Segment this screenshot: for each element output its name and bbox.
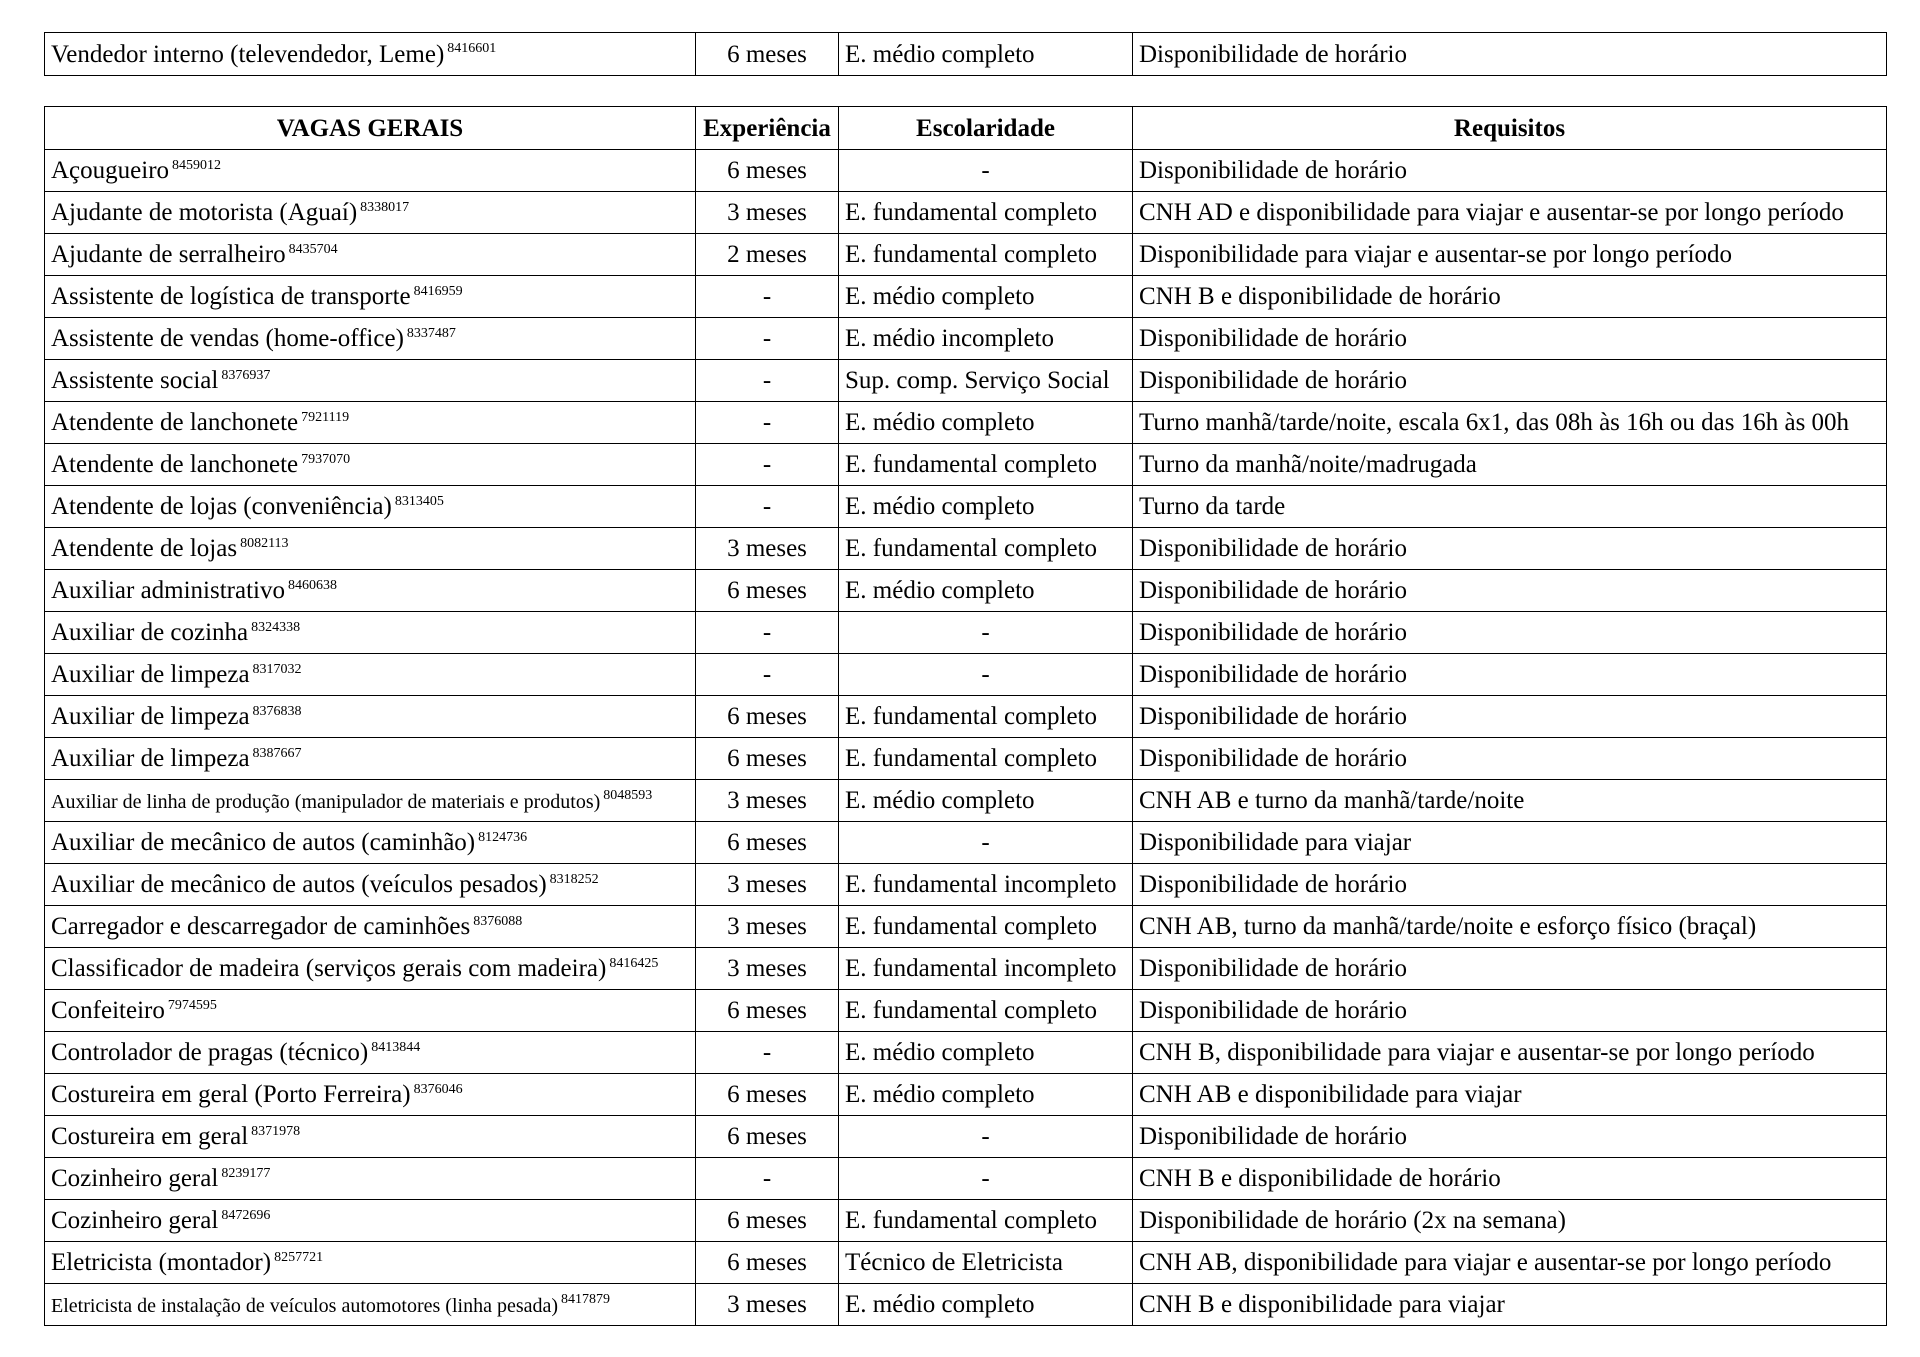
job-code: 8317032 [252, 661, 302, 677]
education-cell: E. fundamental incompleto [839, 948, 1133, 990]
header-experiencia: Experiência [696, 107, 839, 150]
education-cell: Sup. comp. Serviço Social [839, 360, 1133, 402]
education-cell: E. médio completo [839, 1284, 1133, 1326]
education-cell: E. médio completo [839, 1032, 1133, 1074]
requirements-cell: Disponibilidade de horário [1133, 33, 1887, 76]
experience-cell: 3 meses [696, 528, 839, 570]
header-requisitos: Requisitos [1133, 107, 1887, 150]
table-row [45, 864, 1887, 906]
job-title-cell [45, 33, 696, 76]
requirements-cell: Disponibilidade de horário [1133, 150, 1887, 192]
table-row [45, 1074, 1887, 1116]
education-cell: E. fundamental completo [839, 906, 1133, 948]
job-title-cell [45, 822, 696, 864]
job-title: Assistente de vendas (home-office) [51, 325, 404, 352]
job-title: Assistente de logística de transporte [51, 283, 411, 310]
requirements-cell: Disponibilidade para viajar e ausentar-se por longo período [1133, 234, 1887, 276]
job-title: Auxiliar de linha de produção (manipulador de materiais e produtos) [51, 791, 601, 813]
education-cell: E. fundamental completo [839, 1200, 1133, 1242]
requirements-cell: Disponibilidade de horário [1133, 990, 1887, 1032]
job-title-cell [45, 864, 696, 906]
job-title: Cozinheiro geral [51, 1165, 219, 1192]
experience-cell: - [696, 1158, 839, 1200]
education-cell: E. fundamental incompleto [839, 864, 1133, 906]
experience-cell: 6 meses [696, 570, 839, 612]
job-title: Classificador de madeira (serviços gerais com madeira) [51, 955, 607, 982]
experience-cell: - [696, 276, 839, 318]
education-cell: E. médio completo [839, 1074, 1133, 1116]
table-row [45, 990, 1887, 1032]
job-title-cell [45, 360, 696, 402]
table-row [45, 1116, 1887, 1158]
job-code: 8416425 [609, 955, 659, 971]
requirements-cell: CNH B, disponibilidade para viajar e ausentar-se por longo período [1133, 1032, 1887, 1074]
job-title-cell [45, 1200, 696, 1242]
requirements-cell: Disponibilidade de horário [1133, 696, 1887, 738]
education-cell: - [839, 1158, 1133, 1200]
job-code: 8048593 [603, 787, 653, 803]
job-title: Controlador de pragas (técnico) [51, 1039, 369, 1066]
requirements-cell: CNH AB, disponibilidade para viajar e ausentar-se por longo período [1133, 1242, 1887, 1284]
job-title-cell [45, 276, 696, 318]
education-cell: E. fundamental completo [839, 192, 1133, 234]
education-cell: E. fundamental completo [839, 990, 1133, 1032]
job-title-cell [45, 444, 696, 486]
job-code: 8435704 [288, 241, 338, 257]
job-code: 8416601 [447, 41, 497, 57]
job-code: 8376838 [252, 703, 302, 719]
table-row [45, 276, 1887, 318]
education-cell: - [839, 654, 1133, 696]
experience-cell: - [696, 318, 839, 360]
job-title-cell [45, 150, 696, 192]
experience-cell: 6 meses [696, 1074, 839, 1116]
requirements-cell: CNH AB e turno da manhã/tarde/noite [1133, 780, 1887, 822]
job-title: Cozinheiro geral [51, 1207, 219, 1234]
requirements-cell: Disponibilidade de horário [1133, 612, 1887, 654]
requirements-cell: Disponibilidade de horário [1133, 360, 1887, 402]
requirements-cell: Disponibilidade de horário [1133, 864, 1887, 906]
job-title: Costureira em geral (Porto Ferreira) [51, 1081, 411, 1108]
general-jobs-table [44, 106, 1887, 1326]
table-row [45, 1158, 1887, 1200]
job-title: Ajudante de serralheiro [51, 241, 286, 268]
job-title-cell [45, 192, 696, 234]
experience-cell: 3 meses [696, 780, 839, 822]
table-row [45, 150, 1887, 192]
job-code: 8338017 [360, 199, 410, 215]
table-row [45, 234, 1887, 276]
job-title-cell [45, 654, 696, 696]
job-title-cell [45, 696, 696, 738]
job-title: Auxiliar de limpeza [51, 703, 250, 730]
education-cell: E. médio completo [839, 402, 1133, 444]
job-code: 8417879 [561, 1291, 611, 1307]
experience-cell: 6 meses [696, 696, 839, 738]
education-cell: E. fundamental completo [839, 528, 1133, 570]
job-code: 7921119 [301, 409, 350, 425]
requirements-cell: Disponibilidade de horário [1133, 318, 1887, 360]
experience-cell: 6 meses [696, 990, 839, 1032]
job-title: Auxiliar de mecânico de autos (veículos pesados) [51, 871, 547, 898]
job-title-cell [45, 318, 696, 360]
experience-cell: 6 meses [696, 1242, 839, 1284]
job-title: Assistente social [51, 367, 219, 394]
experience-cell: 3 meses [696, 864, 839, 906]
table-body [45, 150, 1887, 1326]
job-title-cell [45, 1284, 696, 1326]
experience-cell: 6 meses [696, 738, 839, 780]
table-row [45, 612, 1887, 654]
job-title: Confeiteiro [51, 997, 165, 1024]
table-row [45, 528, 1887, 570]
header-vagas-gerais: VAGAS GERAIS [45, 107, 696, 150]
job-title: Açougueiro [51, 157, 170, 184]
job-code: 8376088 [473, 913, 523, 929]
education-cell: E. médio incompleto [839, 318, 1133, 360]
table-row [45, 780, 1887, 822]
job-title: Vendedor interno (televendedor, Leme) [51, 40, 445, 68]
job-code: 8257721 [274, 1249, 324, 1265]
education-cell: E. fundamental completo [839, 234, 1133, 276]
table-row [45, 33, 1887, 76]
job-title: Costureira em geral [51, 1123, 249, 1150]
experience-cell: 3 meses [696, 1284, 839, 1326]
table-row [45, 1200, 1887, 1242]
experience-cell: - [696, 486, 839, 528]
experience-cell: - [696, 654, 839, 696]
job-title-cell [45, 948, 696, 990]
job-code: 8371978 [251, 1123, 301, 1139]
table-row [45, 948, 1887, 990]
table-row [45, 1032, 1887, 1074]
education-cell: - [839, 612, 1133, 654]
experience-cell: - [696, 612, 839, 654]
job-code: 8239177 [221, 1165, 271, 1181]
job-code: 8416959 [413, 283, 463, 299]
job-title-cell [45, 1116, 696, 1158]
job-title: Auxiliar de limpeza [51, 745, 250, 772]
job-title: Carregador e descarregador de caminhões [51, 913, 471, 940]
job-code: 8324338 [251, 619, 301, 635]
table-row [45, 906, 1887, 948]
job-code: 8472696 [221, 1207, 271, 1223]
job-code: 8313405 [394, 493, 444, 509]
job-code: 8337487 [406, 325, 456, 341]
job-title-cell [45, 906, 696, 948]
table-row [45, 654, 1887, 696]
requirements-cell: Disponibilidade de horário [1133, 1116, 1887, 1158]
job-title-cell [45, 1032, 696, 1074]
table-row [45, 486, 1887, 528]
job-title: Auxiliar de limpeza [51, 661, 250, 688]
education-cell: E. fundamental completo [839, 444, 1133, 486]
table-row [45, 318, 1887, 360]
education-cell: - [839, 150, 1133, 192]
table-row [45, 1242, 1887, 1284]
experience-cell: 2 meses [696, 234, 839, 276]
requirements-cell: Turno da tarde [1133, 486, 1887, 528]
education-cell: Técnico de Eletricista [839, 1242, 1133, 1284]
education-cell: E. médio completo [839, 570, 1133, 612]
requirements-cell: Disponibilidade de horário (2x na semana) [1133, 1200, 1887, 1242]
requirements-cell: Turno da manhã/noite/madrugada [1133, 444, 1887, 486]
experience-cell: 6 meses [696, 33, 839, 76]
education-cell: E. médio completo [839, 33, 1133, 76]
job-title: Atendente de lojas (conveniência) [51, 493, 392, 520]
job-title: Atendente de lojas [51, 535, 238, 562]
table-row [45, 192, 1887, 234]
job-code: 8376046 [413, 1081, 463, 1097]
experience-cell: 6 meses [696, 822, 839, 864]
job-title-cell [45, 738, 696, 780]
requirements-cell: Disponibilidade de horário [1133, 654, 1887, 696]
job-code: 8413844 [371, 1039, 421, 1055]
education-cell: - [839, 1116, 1133, 1158]
requirements-cell: CNH AB e disponibilidade para viajar [1133, 1074, 1887, 1116]
job-title-cell [45, 528, 696, 570]
job-code: 8387667 [252, 745, 302, 761]
table-header-row [45, 107, 1887, 150]
experience-cell: 6 meses [696, 1200, 839, 1242]
job-code: 8459012 [172, 157, 222, 173]
table-row [45, 360, 1887, 402]
job-title-cell [45, 402, 696, 444]
education-cell: E. fundamental completo [839, 696, 1133, 738]
job-code: 8124736 [478, 829, 528, 845]
requirements-cell: Disponibilidade para viajar [1133, 822, 1887, 864]
job-code: 8460638 [287, 577, 337, 593]
job-title-cell [45, 990, 696, 1032]
job-code: 8376937 [221, 367, 271, 383]
job-title: Auxiliar de cozinha [51, 619, 249, 646]
job-title-cell [45, 1158, 696, 1200]
education-cell: E. médio completo [839, 780, 1133, 822]
table-row [45, 444, 1887, 486]
job-title-cell [45, 612, 696, 654]
experience-cell: - [696, 360, 839, 402]
job-code: 7937070 [301, 451, 351, 467]
job-title-cell [45, 234, 696, 276]
job-title-cell [45, 1074, 696, 1116]
experience-cell: 3 meses [696, 192, 839, 234]
requirements-cell: Disponibilidade de horário [1133, 528, 1887, 570]
education-cell: E. médio completo [839, 276, 1133, 318]
requirements-cell: CNH B e disponibilidade de horário [1133, 276, 1887, 318]
table-row [45, 402, 1887, 444]
experience-cell: 3 meses [696, 948, 839, 990]
job-title-cell [45, 780, 696, 822]
job-title-cell [45, 486, 696, 528]
requirements-cell: Disponibilidade de horário [1133, 738, 1887, 780]
job-code: 7974595 [167, 997, 217, 1013]
table-row [45, 696, 1887, 738]
job-code: 8082113 [240, 535, 289, 551]
table-row [45, 570, 1887, 612]
requirements-cell: CNH B e disponibilidade de horário [1133, 1158, 1887, 1200]
experience-cell: - [696, 402, 839, 444]
education-cell: E. fundamental completo [839, 738, 1133, 780]
job-title: Eletricista (montador) [51, 1249, 272, 1276]
experience-cell: - [696, 444, 839, 486]
job-title: Eletricista de instalação de veículos automotores (linha pesada) [51, 1295, 559, 1317]
job-title-cell [45, 570, 696, 612]
job-title: Auxiliar administrativo [51, 577, 285, 604]
job-code: 8318252 [549, 871, 599, 887]
education-cell: - [839, 822, 1133, 864]
job-title: Auxiliar de mecânico de autos (caminhão) [51, 829, 476, 856]
experience-cell: - [696, 1032, 839, 1074]
requirements-cell: Turno manhã/tarde/noite, escala 6x1, das 08h às 16h ou das 16h às 00h [1133, 402, 1887, 444]
job-title-cell [45, 1242, 696, 1284]
job-title: Atendente de lanchonete [51, 409, 299, 436]
requirements-cell: CNH B e disponibilidade para viajar [1133, 1284, 1887, 1326]
requirements-cell: CNH AB, turno da manhã/tarde/noite e esforço físico (braçal) [1133, 906, 1887, 948]
experience-cell: 6 meses [696, 1116, 839, 1158]
requirements-cell: Disponibilidade de horário [1133, 570, 1887, 612]
table-row [45, 822, 1887, 864]
education-cell: E. médio completo [839, 486, 1133, 528]
table-row [45, 738, 1887, 780]
table-row [45, 1284, 1887, 1326]
experience-cell: 6 meses [696, 150, 839, 192]
top-job-table [44, 32, 1887, 76]
job-title: Atendente de lanchonete [51, 451, 299, 478]
requirements-cell: CNH AD e disponibilidade para viajar e ausentar-se por longo período [1133, 192, 1887, 234]
requirements-cell: Disponibilidade de horário [1133, 948, 1887, 990]
header-escolaridade: Escolaridade [839, 107, 1133, 150]
job-title: Ajudante de motorista (Aguaí) [51, 199, 358, 226]
experience-cell: 3 meses [696, 906, 839, 948]
